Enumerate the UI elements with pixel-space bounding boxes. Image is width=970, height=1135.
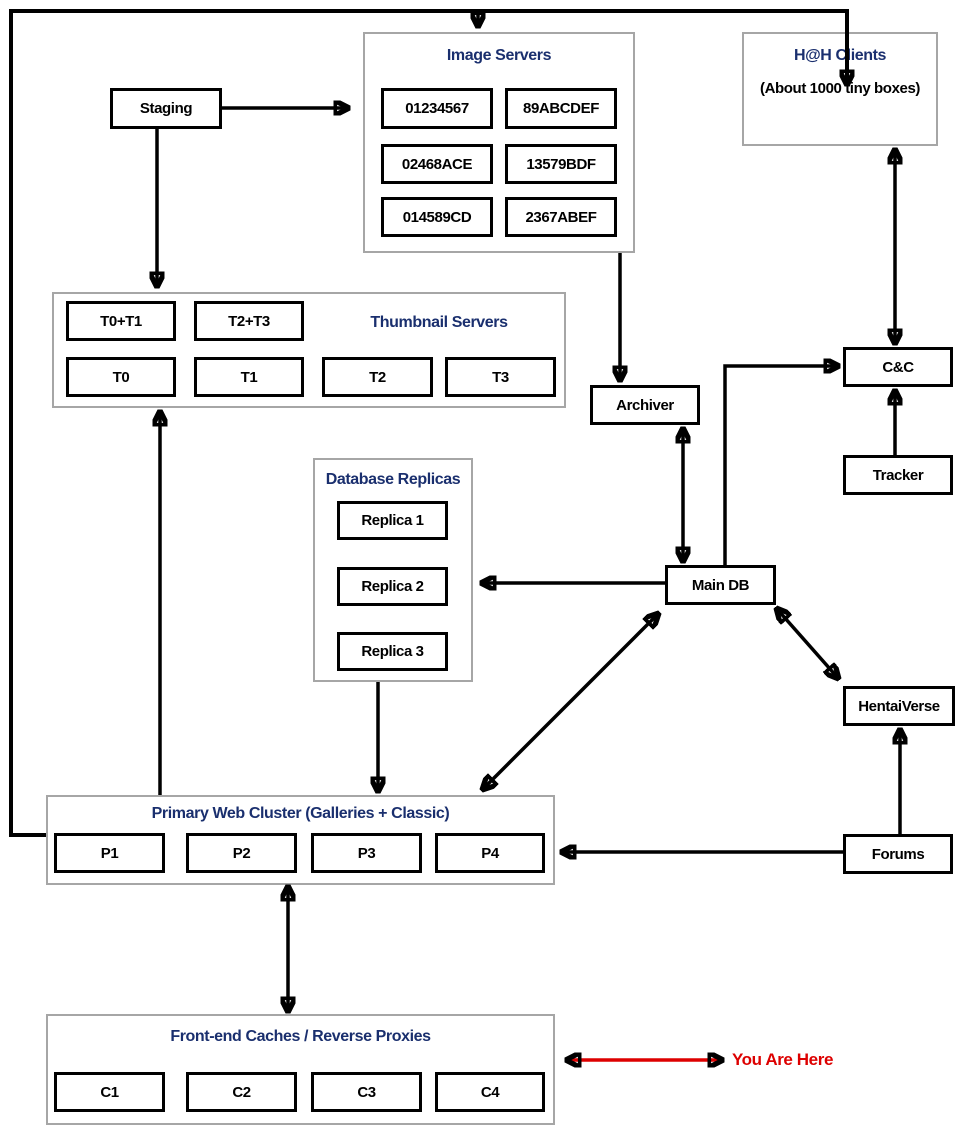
node-main-db: Main DB — [665, 565, 776, 605]
node-image-server-3: 13579BDF — [505, 144, 617, 184]
node-replica-1: Replica 1 — [337, 501, 448, 540]
arrow-main-db-hentaiverse — [777, 609, 838, 678]
node-cc: C&C — [843, 347, 953, 387]
node-p2: P2 — [186, 833, 297, 873]
node-thumb-t0: T0 — [66, 357, 176, 397]
node-tracker: Tracker — [843, 455, 953, 495]
node-archiver: Archiver — [590, 385, 700, 425]
node-p1: P1 — [54, 833, 165, 873]
node-thumb-t0t1: T0+T1 — [66, 301, 176, 341]
node-staging: Staging — [110, 88, 222, 129]
node-image-server-0: 01234567 — [381, 88, 493, 129]
node-c3: C3 — [311, 1072, 422, 1112]
node-c4: C4 — [435, 1072, 545, 1112]
node-forums: Forums — [843, 834, 953, 874]
node-image-server-2: 02468ACE — [381, 144, 493, 184]
node-image-server-5: 2367ABEF — [505, 197, 617, 237]
group-title-hah-clients: H@H Clients — [793, 47, 887, 64]
group-title-database-replicas: Database Replicas — [325, 471, 461, 488]
node-thumb-t1: T1 — [194, 357, 304, 397]
group-subtitle-hah-clients: (About 1000 tiny boxes) — [760, 80, 920, 97]
node-image-server-1: 89ABCDEF — [505, 88, 617, 129]
arrow-main-db-to-cc — [725, 366, 838, 565]
node-image-server-4: 014589CD — [381, 197, 493, 237]
node-hentaiverse: HentaiVerse — [843, 686, 955, 726]
you-are-here-label: You Are Here — [732, 1050, 834, 1069]
node-thumb-t3: T3 — [445, 357, 556, 397]
node-c2: C2 — [186, 1072, 297, 1112]
node-thumb-t2: T2 — [322, 357, 433, 397]
node-thumb-t2t3: T2+T3 — [194, 301, 304, 341]
group-title-image-servers: Image Servers — [446, 47, 552, 64]
node-replica-2: Replica 2 — [337, 567, 448, 606]
group-title-thumbnail-servers: Thumbnail Servers — [370, 314, 508, 331]
node-c1: C1 — [54, 1072, 165, 1112]
node-p4: P4 — [435, 833, 545, 873]
group-hah-clients — [742, 32, 938, 146]
node-p3: P3 — [311, 833, 422, 873]
node-replica-3: Replica 3 — [337, 632, 448, 671]
group-title-primary-web-cluster: Primary Web Cluster (Galleries + Classic) — [151, 805, 450, 822]
group-title-frontend-caches: Front-end Caches / Reverse Proxies — [170, 1028, 431, 1045]
arrow-cluster-main-db — [483, 614, 658, 789]
